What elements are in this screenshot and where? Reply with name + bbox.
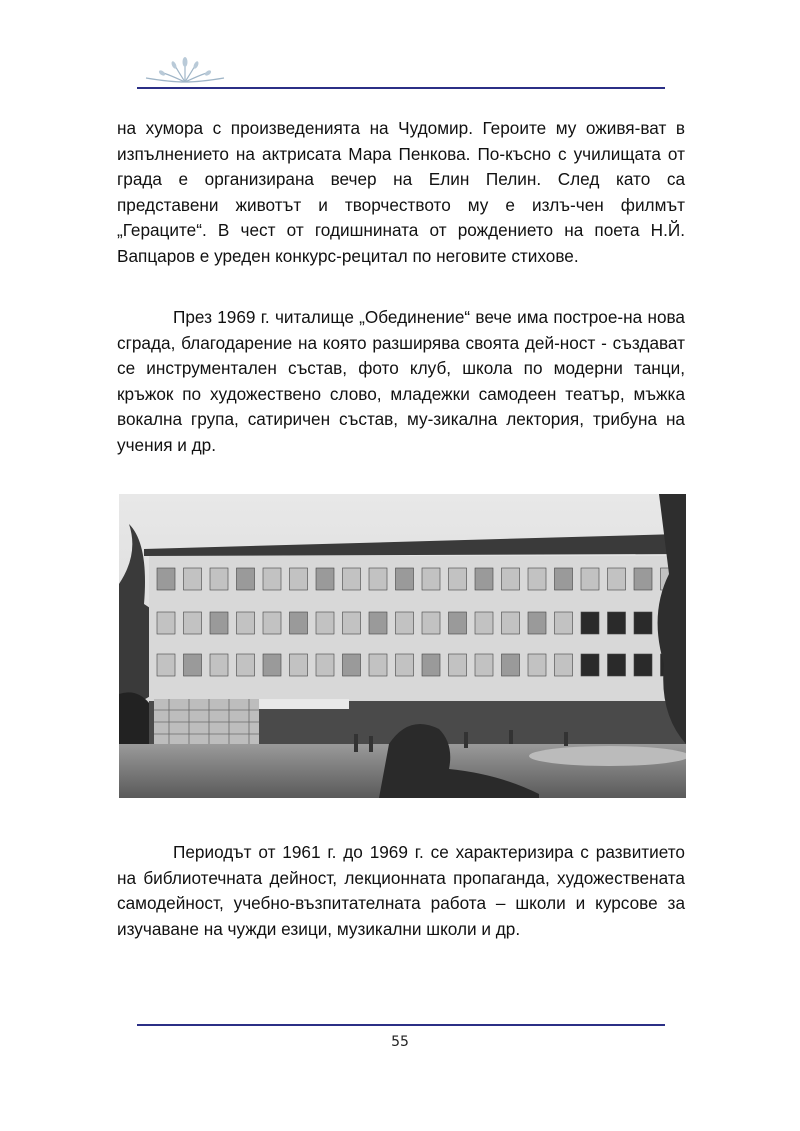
building-window: [449, 654, 467, 676]
building-photo: [119, 494, 686, 798]
footer-rule: [137, 1024, 665, 1026]
building-window: [369, 568, 387, 590]
building-window: [290, 568, 308, 590]
building-window: [422, 568, 440, 590]
building-window: [210, 654, 228, 676]
building-window: [475, 612, 493, 634]
building-window: [343, 654, 361, 676]
floral-ornament-icon: [140, 56, 230, 90]
building-window: [502, 568, 520, 590]
building-window: [316, 568, 334, 590]
building-window: [555, 654, 573, 676]
paragraph-1: на хумора с произведенията на Чудомир. Героите му оживя-ват в изпълнението на актрисата Мара Пенкова. По-късно с училищата от града е организирана вечер на Елин Пелин. След като са представени животът и творчеството му е излъ-чен филмът „Гераците“. В чест от годишнината от рождението на поета Н.Й. Вапцаров е уреден конкурс-рецитал по неговите стихове.: [117, 118, 685, 266]
building-window: [237, 612, 255, 634]
building-window: [237, 654, 255, 676]
building-window: [475, 568, 493, 590]
building-window: [449, 568, 467, 590]
building-window: [422, 654, 440, 676]
building-window: [369, 612, 387, 634]
paragraph-3: Периодът от 1961 г. до 1969 г. се характеризира с развитието на библиотечната дейност, лекционната пропаганда, художествената самодейност, учебно-възпитателната работа – школи и курсове за изучаване на чужди езици, музикални школи и др.: [117, 842, 685, 939]
building-window: [237, 568, 255, 590]
building-window: [210, 568, 228, 590]
building-window: [528, 568, 546, 590]
building-window: [343, 568, 361, 590]
building-window: [608, 568, 626, 590]
building-window: [157, 612, 175, 634]
building-window: [502, 654, 520, 676]
building-window: [581, 612, 599, 634]
building-window: [316, 612, 334, 634]
building-window: [263, 654, 281, 676]
building-window: [157, 568, 175, 590]
building-window: [528, 654, 546, 676]
building-window: [502, 612, 520, 634]
building-window: [608, 612, 626, 634]
page-number: 55: [391, 1034, 409, 1050]
building-window: [581, 568, 599, 590]
building-window: [422, 612, 440, 634]
building-window: [528, 612, 546, 634]
building-window: [369, 654, 387, 676]
building-window: [449, 612, 467, 634]
building-window: [634, 568, 652, 590]
building-window: [316, 654, 334, 676]
building-window: [634, 654, 652, 676]
building-window: [396, 568, 414, 590]
building-window: [343, 612, 361, 634]
building-window: [290, 654, 308, 676]
building-window: [157, 654, 175, 676]
building-window: [184, 612, 202, 634]
building-window: [396, 654, 414, 676]
building-window: [396, 612, 414, 634]
building-window: [263, 568, 281, 590]
building-window: [608, 654, 626, 676]
building-window: [555, 612, 573, 634]
building-window: [555, 568, 573, 590]
building-window: [290, 612, 308, 634]
paragraph-2: През 1969 г. читалище „Обединение“ вече има построе-на нова сграда, благодарение на която разширява своята дей-ност - създават се инструментален състав, фото клуб, школа по модерни танци, кръжок по художествено слово, младежки самодеен театър, мъжка вокална група, сатиричен състав, му-зикална лектория, трибуна на учения и др.: [117, 307, 685, 455]
building-window: [634, 612, 652, 634]
building-window: [475, 654, 493, 676]
building-window: [581, 654, 599, 676]
building-window: [263, 612, 281, 634]
header-rule: [137, 87, 665, 89]
building-window: [210, 612, 228, 634]
building-window: [184, 654, 202, 676]
building-window: [184, 568, 202, 590]
